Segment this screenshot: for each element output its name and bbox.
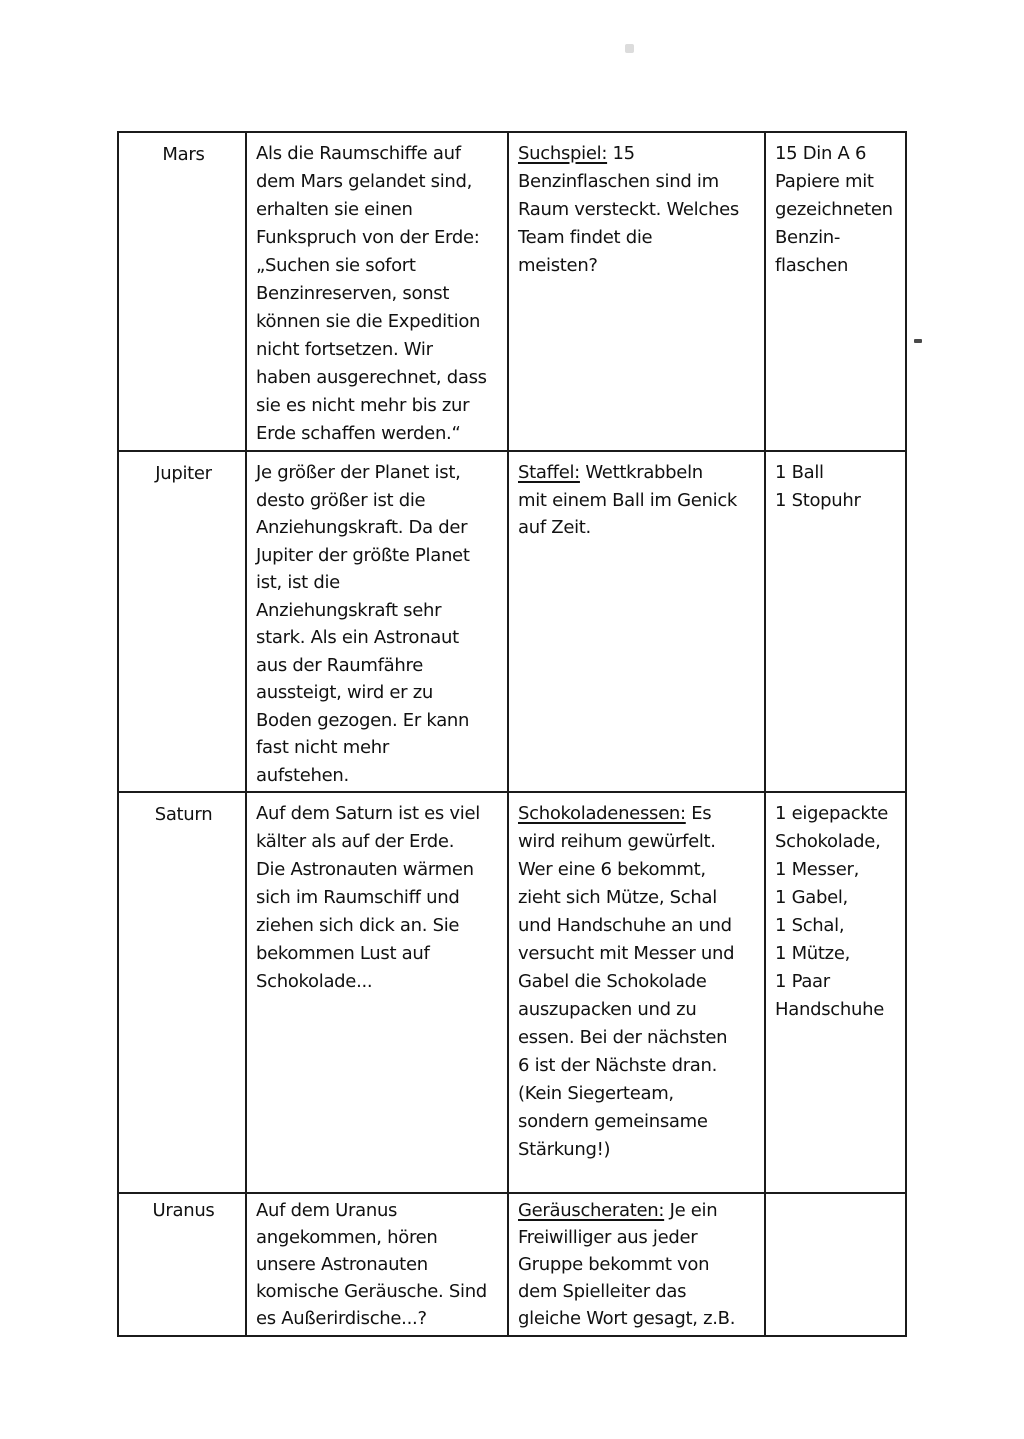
cell-mars-materials: 15 Din A 6 Papiere mit gezeichneten Benzin- flaschen <box>766 133 905 452</box>
cell-jupiter-materials: 1 Ball 1 Stopuhr <box>766 452 905 793</box>
jupiter-game-title: Staffel: <box>518 462 580 483</box>
cell-mars-planet: Mars <box>119 133 247 452</box>
planet-games-table <box>117 131 907 1337</box>
cell-saturn-planet: Saturn <box>119 793 247 1194</box>
scan-artifact-dot <box>625 44 634 53</box>
cell-saturn-materials: 1 eigepackte Schokolade, 1 Messer, 1 Gabel, 1 Schal, 1 Mütze, 1 Paar Handschuhe <box>766 793 905 1194</box>
saturn-game-title: Schokoladenessen: <box>518 803 686 824</box>
cell-saturn-game <box>509 793 766 1194</box>
cell-uranus-materials <box>766 1194 905 1335</box>
cell-mars-story: Als die Raumschiffe auf dem Mars gelandet sind, erhalten sie einen Funkspruch von der Erde: „Suchen sie sofort Benzinreserven, sonst können sie die Expedition nicht fortsetzen. Wir haben ausgerechnet, dass sie es nicht mehr bis zur Erde schaffen werden.“ <box>247 133 509 452</box>
uranus-game-description: Je ein Freiwilliger aus jeder Gruppe bekommt von dem Spielleiter das gleiche Wort gesagt, z.B. <box>518 1200 736 1329</box>
cell-uranus-game <box>509 1194 766 1335</box>
cell-jupiter-story: Je größer der Planet ist, desto größer ist die Anziehungskraft. Da der Jupiter der größte Planet ist, ist die Anziehungskraft sehr stark. Als ein Astronaut aus der Raumfähre aussteigt, wird er zu Boden gezogen. Er kann fast nicht mehr aufstehen. <box>247 452 509 793</box>
saturn-game-description: Es wird reihum gewürfelt. Wer eine 6 bekommt, zieht sich Mütze, Schal und Handschuhe an und versucht mit Messer und Gabel die Schokolade auszupacken und zu essen. Bei der nächsten 6 ist der Nächste dran. (Kein Siegerteam, sondern gemeinsame Stärkung!) <box>518 803 735 1160</box>
cell-saturn-story: Auf dem Saturn ist es viel kälter als auf der Erde. Die Astronauten wärmen sich im Raumschiff und ziehen sich dick an. Sie bekommen Lust auf Schokolade... <box>247 793 509 1194</box>
scan-artifact-dash <box>914 339 922 343</box>
mars-game-description: 15 Benzinflaschen sind im Raum versteckt. Welches Team findet die meisten? <box>518 143 739 276</box>
cell-uranus-planet: Uranus <box>119 1194 247 1335</box>
mars-game-title: Suchspiel: <box>518 143 608 164</box>
cell-jupiter-game <box>509 452 766 793</box>
cell-jupiter-planet: Jupiter <box>119 452 247 793</box>
cell-uranus-story: Auf dem Uranus angekommen, hören unsere Astronauten komische Geräusche. Sind es Außerirdische...? <box>247 1194 509 1335</box>
jupiter-game-description: Wettkrabbeln mit einem Ball im Genick auf Zeit. <box>518 462 738 538</box>
uranus-game-title: Geräuscheraten: <box>518 1200 665 1221</box>
cell-mars-game <box>509 133 766 452</box>
